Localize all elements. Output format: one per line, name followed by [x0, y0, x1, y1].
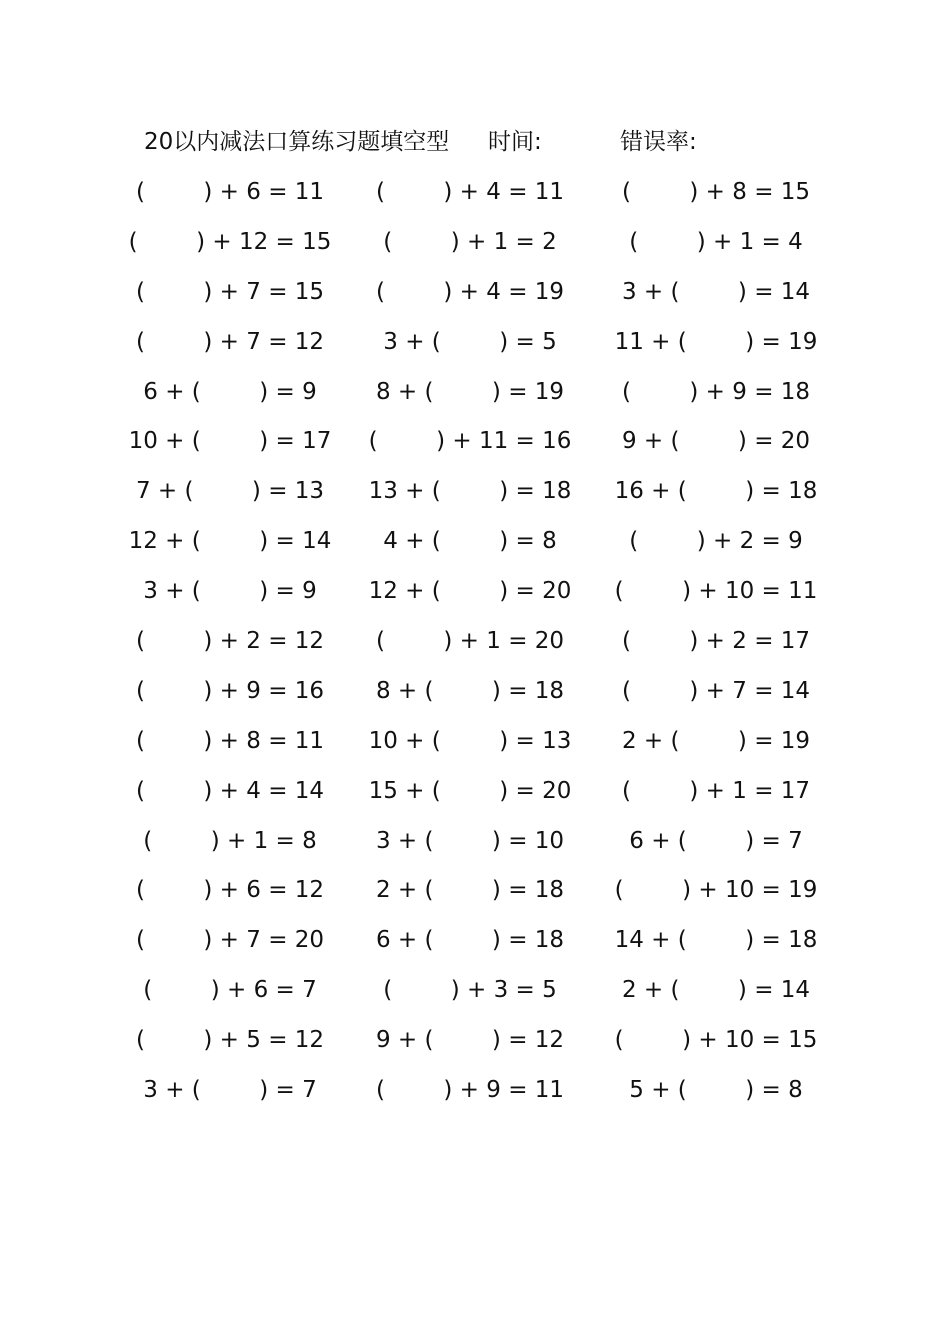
problem-item: 6 + ( ) = 18	[375, 927, 565, 954]
problem-item: 6 + ( ) = 9	[143, 378, 317, 405]
problem-item: ( ) + 6 = 12	[135, 877, 325, 904]
problem-item: ( ) + 2 = 12	[135, 628, 325, 655]
problem-item: 8 + ( ) = 18	[375, 677, 565, 704]
problem-row	[0, 524, 950, 574]
problem-item: 10 + ( ) = 17	[128, 428, 332, 455]
problem-item: 9 + ( ) = 12	[375, 1027, 565, 1054]
problem-item: 12 + ( ) = 14	[128, 528, 332, 555]
problem-item: 11 + ( ) = 19	[614, 328, 818, 355]
problem-row	[0, 275, 950, 325]
problem-item: ( ) + 4 = 11	[375, 179, 565, 205]
problem-item: 10 + ( ) = 13	[368, 727, 572, 754]
problem-row	[0, 923, 950, 973]
problem-item: ( ) + 6 = 7	[143, 977, 317, 1004]
problem-item: ( ) + 7 = 12	[135, 328, 325, 355]
problem-item: ( ) + 4 = 14	[135, 777, 325, 804]
problem-item: 3 + ( ) = 10	[375, 827, 565, 854]
problem-item: 8 + ( ) = 19	[375, 378, 565, 405]
problem-row	[0, 724, 950, 774]
problem-item: ( ) + 7 = 20	[135, 927, 325, 954]
problem-grid	[0, 175, 950, 1123]
problem-item: ( ) + 1 = 20	[375, 628, 565, 655]
problem-item: ( ) + 11 = 16	[368, 428, 572, 455]
problem-item: ( ) + 10 = 11	[614, 578, 818, 605]
problem-item: ( ) + 2 = 17	[621, 628, 811, 655]
problem-row	[0, 973, 950, 1023]
problem-item: ( ) + 7 = 14	[621, 677, 811, 704]
problem-item: 2 + ( ) = 18	[375, 877, 565, 904]
problem-item: 2 + ( ) = 19	[621, 727, 811, 754]
problem-row	[0, 774, 950, 824]
problem-item: ( ) + 8 = 11	[135, 727, 325, 754]
problem-item: ( ) + 5 = 12	[135, 1027, 325, 1054]
problem-item: ( ) + 7 = 15	[135, 278, 325, 305]
problem-row	[0, 474, 950, 524]
problem-row	[0, 325, 950, 375]
problem-item: 3 + ( ) = 9	[143, 578, 317, 605]
problem-item: 7 + ( ) = 13	[135, 478, 325, 505]
problem-item: 13 + ( ) = 18	[368, 478, 572, 505]
problem-item: ( ) + 10 = 19	[614, 877, 818, 904]
problem-item: ( ) + 6 = 11	[135, 179, 325, 205]
worksheet-header	[144, 126, 824, 158]
problem-item: ( ) + 1 = 2	[383, 228, 557, 255]
problem-item: 12 + ( ) = 20	[368, 578, 572, 605]
problem-item: ( ) + 2 = 9	[629, 528, 803, 555]
problem-item: 3 + ( ) = 14	[621, 278, 811, 305]
problem-item: ( ) + 1 = 17	[621, 777, 811, 804]
problem-row	[0, 873, 950, 923]
problem-item: ( ) + 9 = 16	[135, 677, 325, 704]
time-label: 时间:	[488, 129, 542, 155]
problem-row	[0, 674, 950, 724]
problem-item: 5 + ( ) = 8	[629, 1077, 803, 1104]
problem-row	[0, 574, 950, 624]
problem-item: ( ) + 9 = 11	[375, 1077, 565, 1104]
problem-item: ( ) + 10 = 15	[614, 1027, 818, 1054]
problem-row	[0, 225, 950, 275]
problem-item: 14 + ( ) = 18	[614, 927, 818, 954]
problem-row	[0, 824, 950, 874]
problem-item: 6 + ( ) = 7	[629, 827, 803, 854]
problem-item: 16 + ( ) = 18	[614, 478, 818, 505]
problem-item: 9 + ( ) = 20	[621, 428, 811, 455]
problem-row	[0, 624, 950, 674]
problem-item: 2 + ( ) = 14	[621, 977, 811, 1004]
worksheet-title: 20以内减法口算练习题填空型	[144, 129, 450, 155]
error-rate-label: 错误率:	[620, 129, 697, 155]
problem-row	[0, 375, 950, 425]
problem-item: ( ) + 1 = 4	[629, 228, 803, 255]
problem-item: ( ) + 12 = 15	[128, 228, 332, 255]
problem-row	[0, 424, 950, 474]
problem-item: ( ) + 1 = 8	[143, 827, 317, 854]
problem-item: 4 + ( ) = 8	[383, 528, 557, 555]
problem-item: 3 + ( ) = 7	[143, 1077, 317, 1104]
problem-row	[0, 1023, 950, 1073]
problem-row	[0, 1073, 950, 1123]
problem-item: 3 + ( ) = 5	[383, 328, 557, 355]
problem-item: ( ) + 9 = 18	[621, 378, 811, 405]
problem-item: 15 + ( ) = 20	[368, 777, 572, 804]
problem-item: ( ) + 8 = 15	[621, 179, 811, 205]
problem-item: ( ) + 3 = 5	[383, 977, 557, 1004]
problem-row	[0, 175, 950, 225]
problem-item: ( ) + 4 = 19	[375, 278, 565, 305]
